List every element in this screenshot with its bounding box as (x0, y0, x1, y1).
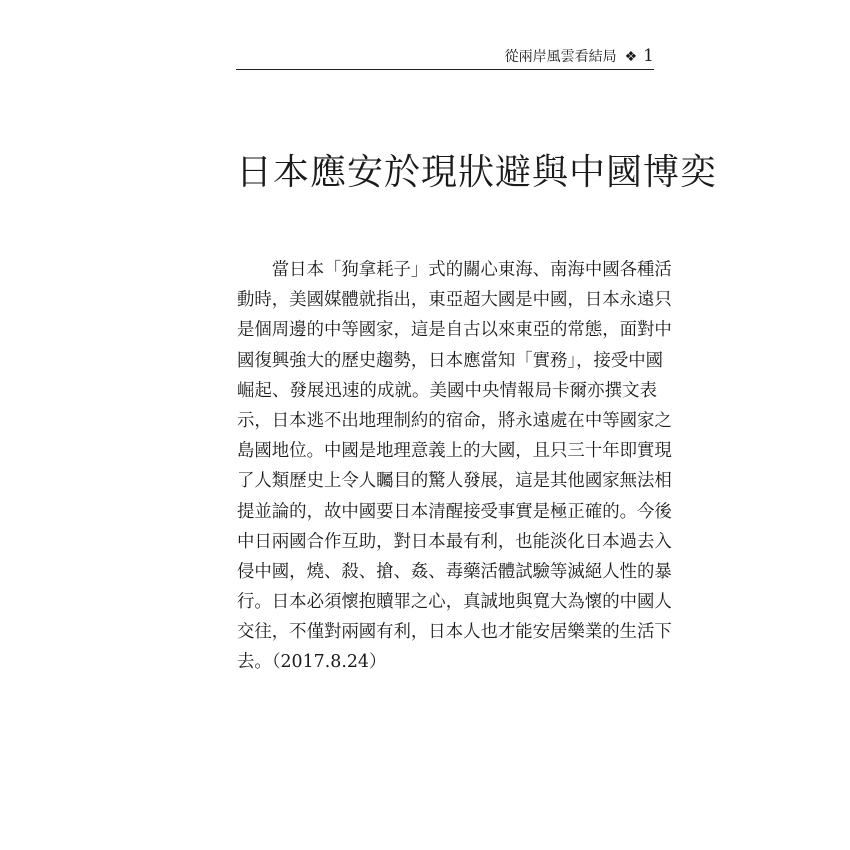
text-line: 是個周邊的中等國家，這是自古以來東亞的常態，面對中 (237, 320, 672, 341)
running-header (236, 44, 654, 68)
diamond-ornament-icon: ❖ (624, 49, 638, 65)
chapter-title: 日本應安於現狀避與中國博奕 (236, 152, 718, 193)
text-line: 了人類歷史上令人矚目的驚人發展，這是其他國家無法相 (237, 471, 672, 492)
header-rule (236, 69, 654, 70)
page-number: 1 (643, 46, 654, 66)
text-line-last: 去。（2017.8.24） (237, 652, 387, 673)
text-line: 交往，不僅對兩國有利，日本人也才能安居樂業的生活下 (237, 622, 672, 643)
text-line: 動時，美國媒體就指出，東亞超大國是中國，日本永遠只 (237, 290, 672, 311)
text-line: 提並論的，故中國要日本清醒接受事實是極正確的。今後 (237, 501, 672, 522)
running-header-title: 從兩岸風雲看結局 (504, 49, 617, 65)
body-paragraph (237, 255, 672, 678)
text-line: 中日兩國合作互助，對日本最有利，也能淡化日本過去入 (237, 531, 672, 552)
text-line: 島國地位。中國是地理意義上的大國，且只三十年即實現 (237, 441, 672, 462)
text-line: 崛起、發展迅速的成就。美國中央情報局卡爾亦撰文表 (237, 380, 657, 401)
text-line: 當日本「狗拿耗子」式的關心東海、南海中國各種活 (237, 260, 672, 280)
text-line: 行。日本必須懷抱贖罪之心，真誠地與寬大為懷的中國人 (237, 592, 672, 613)
text-line: 示，日本逃不出地理制約的宿命，將永遠處在中等國家之 (237, 410, 672, 431)
text-line: 國復興強大的歷史趨勢，日本應當知「實務」，接受中國 (237, 350, 664, 371)
text-line: 侵中國，燒、殺、搶、姦、毒藥活體試驗等滅絕人性的暴 (237, 561, 672, 582)
